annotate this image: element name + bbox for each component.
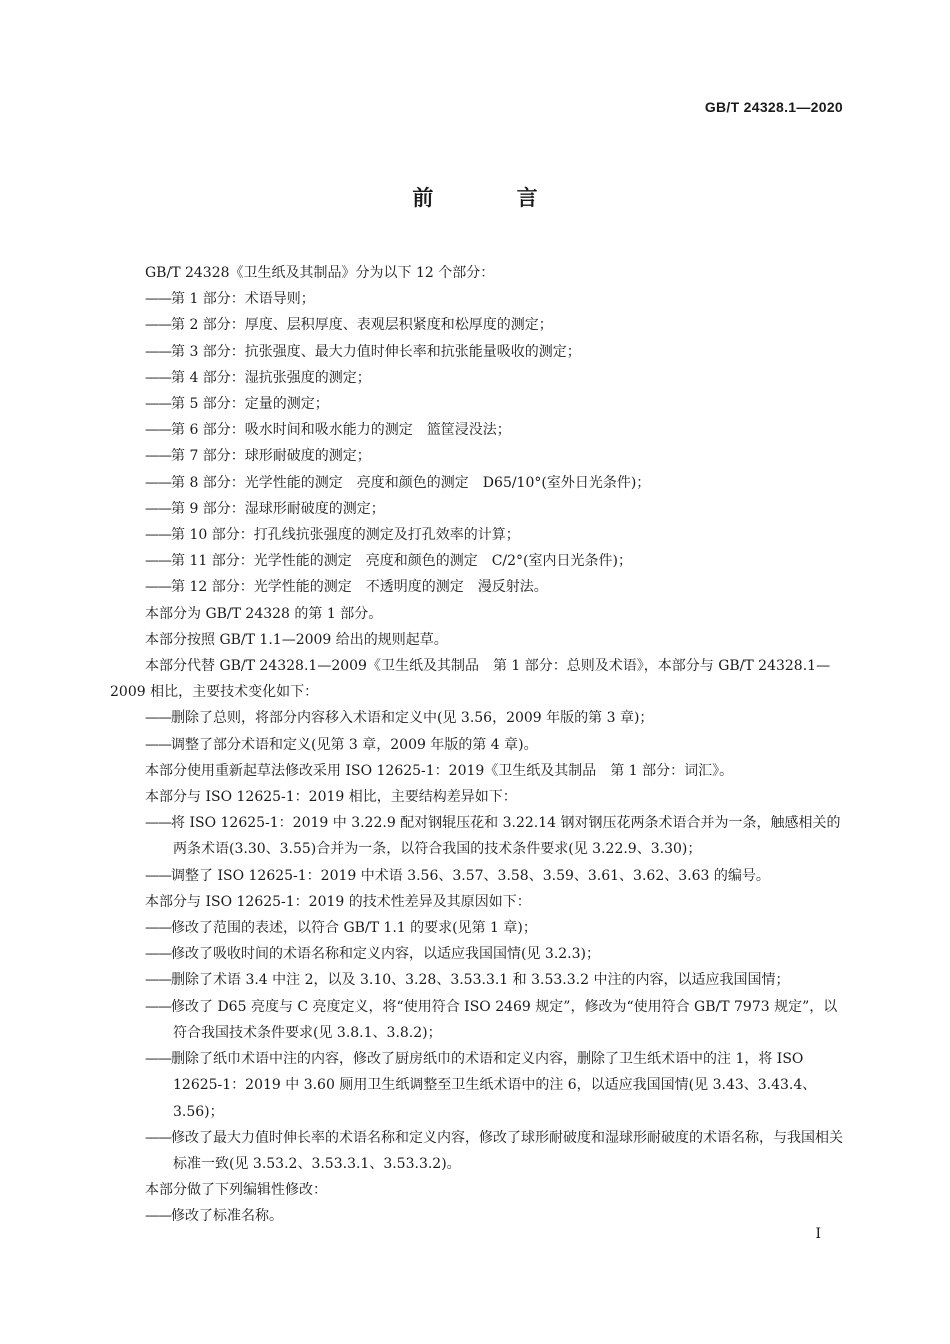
list-item xyxy=(110,391,846,417)
list-item xyxy=(110,443,846,469)
dash-mark: —— xyxy=(145,396,171,413)
dash-mark: —— xyxy=(145,343,171,360)
list-item xyxy=(110,1203,846,1229)
list-item xyxy=(110,574,846,600)
list-item-text: 第 9 部分：湿球形耐破度的测定； xyxy=(171,500,385,517)
dash-mark: —— xyxy=(145,500,171,517)
drafting-paragraph: 本部分按照 GB/T 1.1—2009 给出的规则起草。 xyxy=(145,631,448,648)
dash-mark: —— xyxy=(145,920,171,937)
dash-mark: —— xyxy=(145,815,171,832)
list-item-text: 第 2 部分：厚度、层积厚度、表观层积紧度和松厚度的测定； xyxy=(171,317,553,334)
list-item-text: 删除了术语 3.4 中注 2，以及 3.10、3.28、3.53.3.1 和 3.53.3.2 中注的内容，以适应我国国情； xyxy=(171,972,790,989)
list-item xyxy=(110,496,846,522)
dash-mark: —— xyxy=(145,422,171,439)
dash-mark: —— xyxy=(145,474,171,491)
list-item-text: 调整了部分术语和定义(见第 3 章，2009 年版的第 4 章)。 xyxy=(171,736,538,753)
changes-list xyxy=(110,705,846,757)
foreword-body xyxy=(110,260,846,1230)
dash-mark: —— xyxy=(145,972,171,989)
dash-mark: —— xyxy=(145,1051,171,1068)
list-item-text: 第 10 部分：打孔线抗张强度的测定及打孔效率的计算； xyxy=(171,527,520,544)
list-item xyxy=(110,941,846,967)
parts-list xyxy=(110,286,846,600)
list-item xyxy=(110,522,846,548)
list-item xyxy=(110,705,846,731)
list-item xyxy=(110,339,846,365)
list-item-text: 修改了 D65 亮度与 C 亮度定义，将“使用符合 ISO 2469 规定”，修改为“使用符合 GB/T 7973 规定”，以符合我国技术条件要求(见 3.8.1、3.8.2)； xyxy=(171,998,838,1041)
list-item-text: 第 11 部分：光学性能的测定 亮度和颜色的测定 C/2°(室内日光条件)； xyxy=(171,553,632,570)
list-item-text: 将 ISO 12625-1：2019 中 3.22.9 配对钢辊压花和 3.22.14 钢对钢压花两条术语合并为一条，触感相关的两条术语(3.30、3.55)合并为一条，以符合我国的技术条件要求(见 3.22.9、3.30)； xyxy=(171,815,841,858)
list-item-text: 修改了最大力值时伸长率的术语名称和定义内容，修改了球形耐破度和湿球形耐破度的术语名称，与我国相关标准一致(见 3.53.2、3.53.3.1、3.53.3.2)。 xyxy=(171,1129,843,1172)
structural-diff-list xyxy=(110,810,846,889)
dash-mark: —— xyxy=(145,998,171,1015)
list-item-text: 调整了 ISO 12625-1：2019 中术语 3.56、3.57、3.58、3.59、3.61、3.62、3.63 的编号。 xyxy=(171,867,770,884)
list-item xyxy=(110,810,846,862)
list-item xyxy=(110,732,846,758)
list-item-text: 第 1 部分：术语导则； xyxy=(171,291,315,308)
dash-mark: —— xyxy=(145,527,171,544)
list-item-text: 第 6 部分：吸水时间和吸水能力的测定 篮筐浸没法； xyxy=(171,422,511,439)
list-item-text: 第 12 部分：光学性能的测定 不透明度的测定 漫反射法。 xyxy=(171,579,548,596)
page-number: I xyxy=(815,1226,821,1242)
list-item xyxy=(110,548,846,574)
technical-diff-list xyxy=(110,915,846,1177)
dash-mark: —— xyxy=(145,369,171,386)
editorial-paragraph: 本部分做了下列编辑性修改： xyxy=(145,1182,327,1199)
dash-mark: —— xyxy=(145,317,171,334)
dash-mark: —— xyxy=(145,867,171,884)
intro-paragraph: GB/T 24328《卫生纸及其制品》分为以下 12 个部分： xyxy=(145,265,495,281)
list-item-text: 修改了吸收时间的术语名称和定义内容，以适应我国国情(见 3.2.3)； xyxy=(171,946,600,963)
adoption-paragraph: 本部分使用重新起草法修改采用 ISO 12625-1：2019《卫生纸及其制品 第 1 部分：词汇》。 xyxy=(145,762,734,779)
dash-mark: —— xyxy=(145,579,171,596)
list-item xyxy=(110,312,846,338)
structural-diff-paragraph: 本部分与 ISO 12625-1：2019 相比，主要结构差异如下： xyxy=(145,789,517,806)
list-item-text: 第 8 部分：光学性能的测定 亮度和颜色的测定 D65/10°(室外日光条件)； xyxy=(171,474,651,491)
dash-mark: —— xyxy=(145,710,171,727)
list-item xyxy=(110,470,846,496)
list-item xyxy=(110,1046,846,1125)
list-item-text: 删除了总则，将部分内容移入术语和定义中(见 3.56，2009 年版的第 3 章)； xyxy=(171,710,654,727)
list-item xyxy=(110,365,846,391)
dash-mark: —— xyxy=(145,448,171,465)
list-item xyxy=(110,967,846,993)
page-title: 前 言 xyxy=(412,186,576,210)
list-item-text: 第 3 部分：抗张强度、最大力值时伸长率和抗张能量吸收的测定； xyxy=(171,343,581,360)
list-item xyxy=(110,863,846,889)
list-item xyxy=(110,286,846,312)
list-item xyxy=(110,915,846,941)
list-item xyxy=(110,994,846,1046)
list-item-text: 修改了范围的表述，以符合 GB/T 1.1 的要求(见第 1 章)； xyxy=(171,920,537,937)
dash-mark: —— xyxy=(145,1129,171,1146)
list-item-text: 第 4 部分：湿抗张强度的测定； xyxy=(171,369,371,386)
editorial-list xyxy=(110,1203,846,1229)
list-item-text: 删除了纸巾术语中注的内容，修改了厨房纸巾的术语和定义内容，删除了卫生纸术语中的注 1，将 ISO 12625-1：2019 中 3.60 厕用卫生纸调整至卫生纸术语中的注 6，以适应我国国情(见 3.43、3.43.4、3.56)； xyxy=(171,1051,817,1120)
list-item xyxy=(110,417,846,443)
replaces-paragraph: 本部分代替 GB/T 24328.1—2009《卫生纸及其制品 第 1 部分：总则及术语》，本部分与 GB/T 24328.1—2009 相比，主要技术变化如下： xyxy=(110,658,831,701)
dash-mark: —— xyxy=(145,291,171,308)
technical-diff-paragraph: 本部分与 ISO 12625-1：2019 的技术性差异及其原因如下： xyxy=(145,893,531,910)
dash-mark: —— xyxy=(145,946,171,963)
dash-mark: —— xyxy=(145,736,171,753)
standard-code: GB/T 24328.1—2020 xyxy=(704,99,843,115)
list-item xyxy=(110,1125,846,1177)
dash-mark: —— xyxy=(145,553,171,570)
list-item-text: 第 7 部分：球形耐破度的测定； xyxy=(171,448,371,465)
dash-mark: —— xyxy=(145,1208,171,1225)
list-item-text: 第 5 部分：定量的测定； xyxy=(171,396,329,413)
list-item-text: 修改了标准名称。 xyxy=(171,1208,283,1225)
part-of-paragraph: 本部分为 GB/T 24328 的第 1 部分。 xyxy=(145,605,383,622)
